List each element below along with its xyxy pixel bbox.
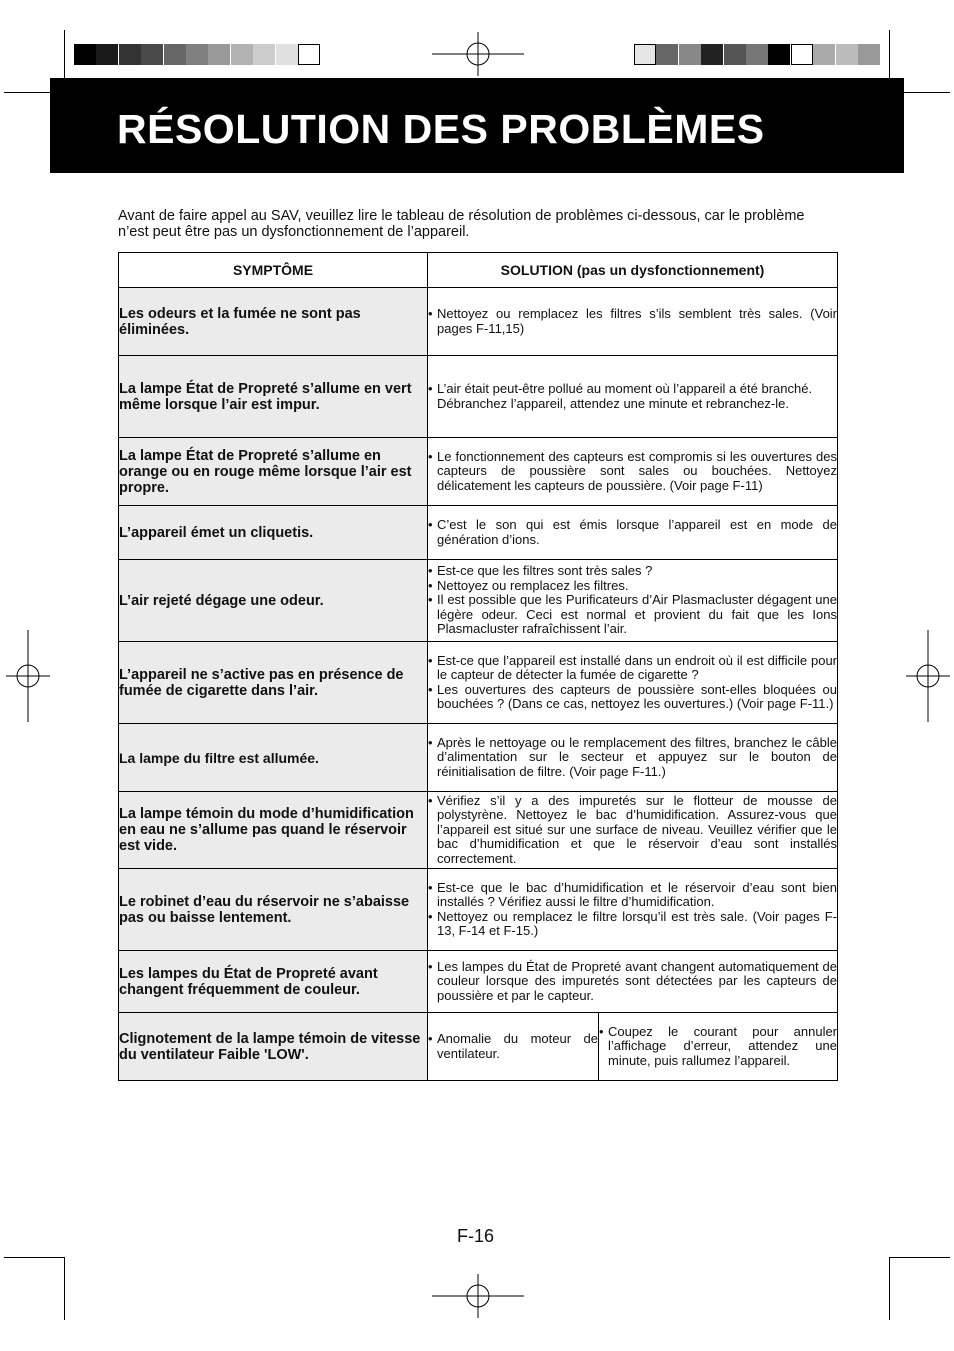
symptom-cell: L’appareil ne s’active pas en présence de fumée de cigarette dans l’air. bbox=[119, 642, 428, 724]
table-row bbox=[119, 792, 838, 869]
symptom-cell: Les lampes du État de Propreté avant changent fréquemment de couleur. bbox=[119, 951, 428, 1013]
color-swatch bbox=[768, 44, 790, 65]
crop-mark bbox=[890, 1257, 950, 1258]
color-swatch bbox=[724, 44, 746, 65]
symptom-cell: L’appareil émet un cliquetis. bbox=[119, 506, 428, 560]
solution-cell bbox=[428, 438, 838, 506]
table-row bbox=[119, 642, 838, 724]
cause-cell bbox=[428, 1013, 599, 1081]
solution-item: • Nettoyez ou remplacez les filtres. bbox=[428, 579, 837, 594]
solution-item: • Le fonctionnement des capteurs est compromis si les ouvertures des capteurs de poussière sont sales ou bouchées. Nettoyez délicatement les capteurs de poussière. (Voir page F-11) bbox=[428, 450, 837, 494]
color-swatch bbox=[253, 44, 275, 65]
color-swatch bbox=[858, 44, 880, 65]
solution-cell bbox=[428, 506, 838, 560]
solution-item: • Il est possible que les Purificateurs d’Air Plasmacluster dégagent une légère odeur. Ceci est normal et provient du fait que les Ions Plasmacluster rafraîchissent l’air. bbox=[428, 593, 837, 637]
color-swatch bbox=[679, 44, 701, 65]
symptom-cell: La lampe du filtre est allumée. bbox=[119, 724, 428, 792]
color-swatch bbox=[96, 44, 118, 65]
solution-cell bbox=[428, 792, 838, 869]
table-row bbox=[119, 724, 838, 792]
page-number: F-16 bbox=[457, 1226, 495, 1246]
symptom-cell: Le robinet d’eau du réservoir ne s’abaisse pas ou baisse lentement. bbox=[119, 869, 428, 951]
registration-target-icon bbox=[906, 630, 950, 722]
solution-item: • Après le nettoyage ou le remplacement des filtres, branchez le câble d’alimentation sur le secteur et appuyez sur le bouton de réinitialisation de filtre. (Voir page F-11.) bbox=[428, 736, 837, 780]
color-swatch bbox=[791, 44, 813, 65]
symptom-cell: La lampe État de Propreté s’allume en vert même lorsque l’air est impur. bbox=[119, 356, 428, 438]
table-row bbox=[119, 438, 838, 506]
color-swatch bbox=[164, 44, 186, 65]
solution-cell bbox=[428, 951, 838, 1013]
color-swatch bbox=[813, 44, 835, 65]
table-row bbox=[119, 951, 838, 1013]
symptom-cell: Clignotement de la lampe témoin de vitesse du ventilateur Faible 'LOW'. bbox=[119, 1013, 428, 1081]
crop-mark bbox=[889, 1257, 890, 1320]
color-swatch bbox=[746, 44, 768, 65]
solution-item: • Nettoyez ou remplacez les filtres s’ils semblent très sales. (Voir pages F-11,15) bbox=[428, 307, 837, 336]
color-swatch bbox=[836, 44, 858, 65]
crop-mark bbox=[64, 1257, 65, 1320]
solution-cell bbox=[428, 869, 838, 951]
registration-target-icon bbox=[432, 32, 524, 76]
solution-item: • Nettoyez ou remplacez le filtre lorsqu’il est très sale. (Voir pages F-13, F-14 et F-15.) bbox=[428, 910, 837, 939]
solution-item: • Est-ce que le bac d’humidification et le réservoir d’eau sont bien installés ? Vérifiez aussi le filtre d’humidification. bbox=[428, 881, 837, 910]
color-swatch bbox=[276, 44, 298, 65]
solution-cell bbox=[428, 560, 838, 642]
solution-item: • Les ouvertures des capteurs de poussière sont-elles bloquées ou bouchées ? (Dans ce cas, nettoyez les ouvertures.) (Voir page F-11.) bbox=[428, 683, 837, 712]
solution-item: • Est-ce que les filtres sont très sales ? bbox=[428, 564, 837, 579]
color-swatch bbox=[701, 44, 723, 65]
header-solution: SOLUTION (pas un dysfonctionnement) bbox=[428, 253, 838, 288]
color-swatch bbox=[634, 44, 656, 65]
table-row bbox=[119, 356, 838, 438]
table-row bbox=[119, 869, 838, 951]
solution-cell bbox=[428, 288, 838, 356]
page-title: RÉSOLUTION DES PROBLÈMES bbox=[117, 106, 765, 152]
troubleshooting-table bbox=[118, 252, 838, 1081]
crop-mark bbox=[4, 1257, 64, 1258]
table-row bbox=[119, 288, 838, 356]
symptom-cell: La lampe État de Propreté s’allume en orange ou en rouge même lorsque l’air est propre. bbox=[119, 438, 428, 506]
solution-cell bbox=[428, 724, 838, 792]
color-swatch bbox=[231, 44, 253, 65]
table-row bbox=[119, 1013, 838, 1081]
header-symptom: SYMPTÔME bbox=[119, 253, 428, 288]
color-swatch bbox=[298, 44, 320, 65]
table-row bbox=[119, 506, 838, 560]
color-swatch bbox=[186, 44, 208, 65]
color-swatch bbox=[208, 44, 230, 65]
table-header-row bbox=[119, 253, 838, 288]
solution-note: Débranchez l’appareil, attendez une minute et rebranchez-le. bbox=[437, 395, 789, 411]
crop-mark bbox=[904, 92, 950, 93]
registration-target-icon bbox=[6, 630, 50, 722]
solution-item: • Vérifiez s’il y a des impuretés sur le flotteur de mousse de polystyrène. Nettoyez le bac d’humidification. Assurez-vous que l’appareil est situé sur une surface de niveau. Veuillez vérifier que le bac d’humidification et que le réservoir d’eau sont installés correctement. bbox=[428, 794, 837, 867]
color-swatch bbox=[74, 44, 96, 65]
symptom-cell: Les odeurs et la fumée ne sont pas éliminées. bbox=[119, 288, 428, 356]
solution-item: • Est-ce que l’appareil est installé dans un endroit où il est difficile pour le capteur de détecter la fumée de cigarette ? bbox=[428, 654, 837, 683]
registration-target-icon bbox=[432, 1274, 524, 1318]
intro-paragraph: Avant de faire appel au SAV, veuillez lire le tableau de résolution de problèmes ci-dessous, car le problème n’est peut être pas un dysfonctionnement de l’appareil. bbox=[118, 208, 805, 240]
solution-cell bbox=[428, 356, 838, 438]
table-row bbox=[119, 560, 838, 642]
solution-cell bbox=[428, 642, 838, 724]
symptom-cell: La lampe témoin du mode d’humidification en eau ne s’allume pas quand le réservoir est vide. bbox=[119, 792, 428, 869]
color-swatch bbox=[119, 44, 141, 65]
color-swatch bbox=[656, 44, 678, 65]
cause-item: • Anomalie du moteur de ventilateur. bbox=[428, 1032, 598, 1061]
solution-cell bbox=[599, 1013, 838, 1081]
title-banner bbox=[50, 78, 904, 173]
solution-item: • L’air était peut-être pollué au moment où l’appareil a été branché. bbox=[428, 382, 837, 397]
solution-item: • Coupez le courant pour annuler l’affichage d’erreur, attendez une minute, puis rallumez l’appareil. bbox=[599, 1025, 837, 1069]
symptom-cell: L’air rejeté dégage une odeur. bbox=[119, 560, 428, 642]
solution-item: • Les lampes du État de Propreté avant changent automatiquement de couleur lorsque des impuretés sont détectées par les capteurs de poussière et par le capteur. bbox=[428, 960, 837, 1004]
color-swatch bbox=[141, 44, 163, 65]
solution-item: • C’est le son qui est émis lorsque l’appareil est en mode de génération d’ions. bbox=[428, 518, 837, 547]
